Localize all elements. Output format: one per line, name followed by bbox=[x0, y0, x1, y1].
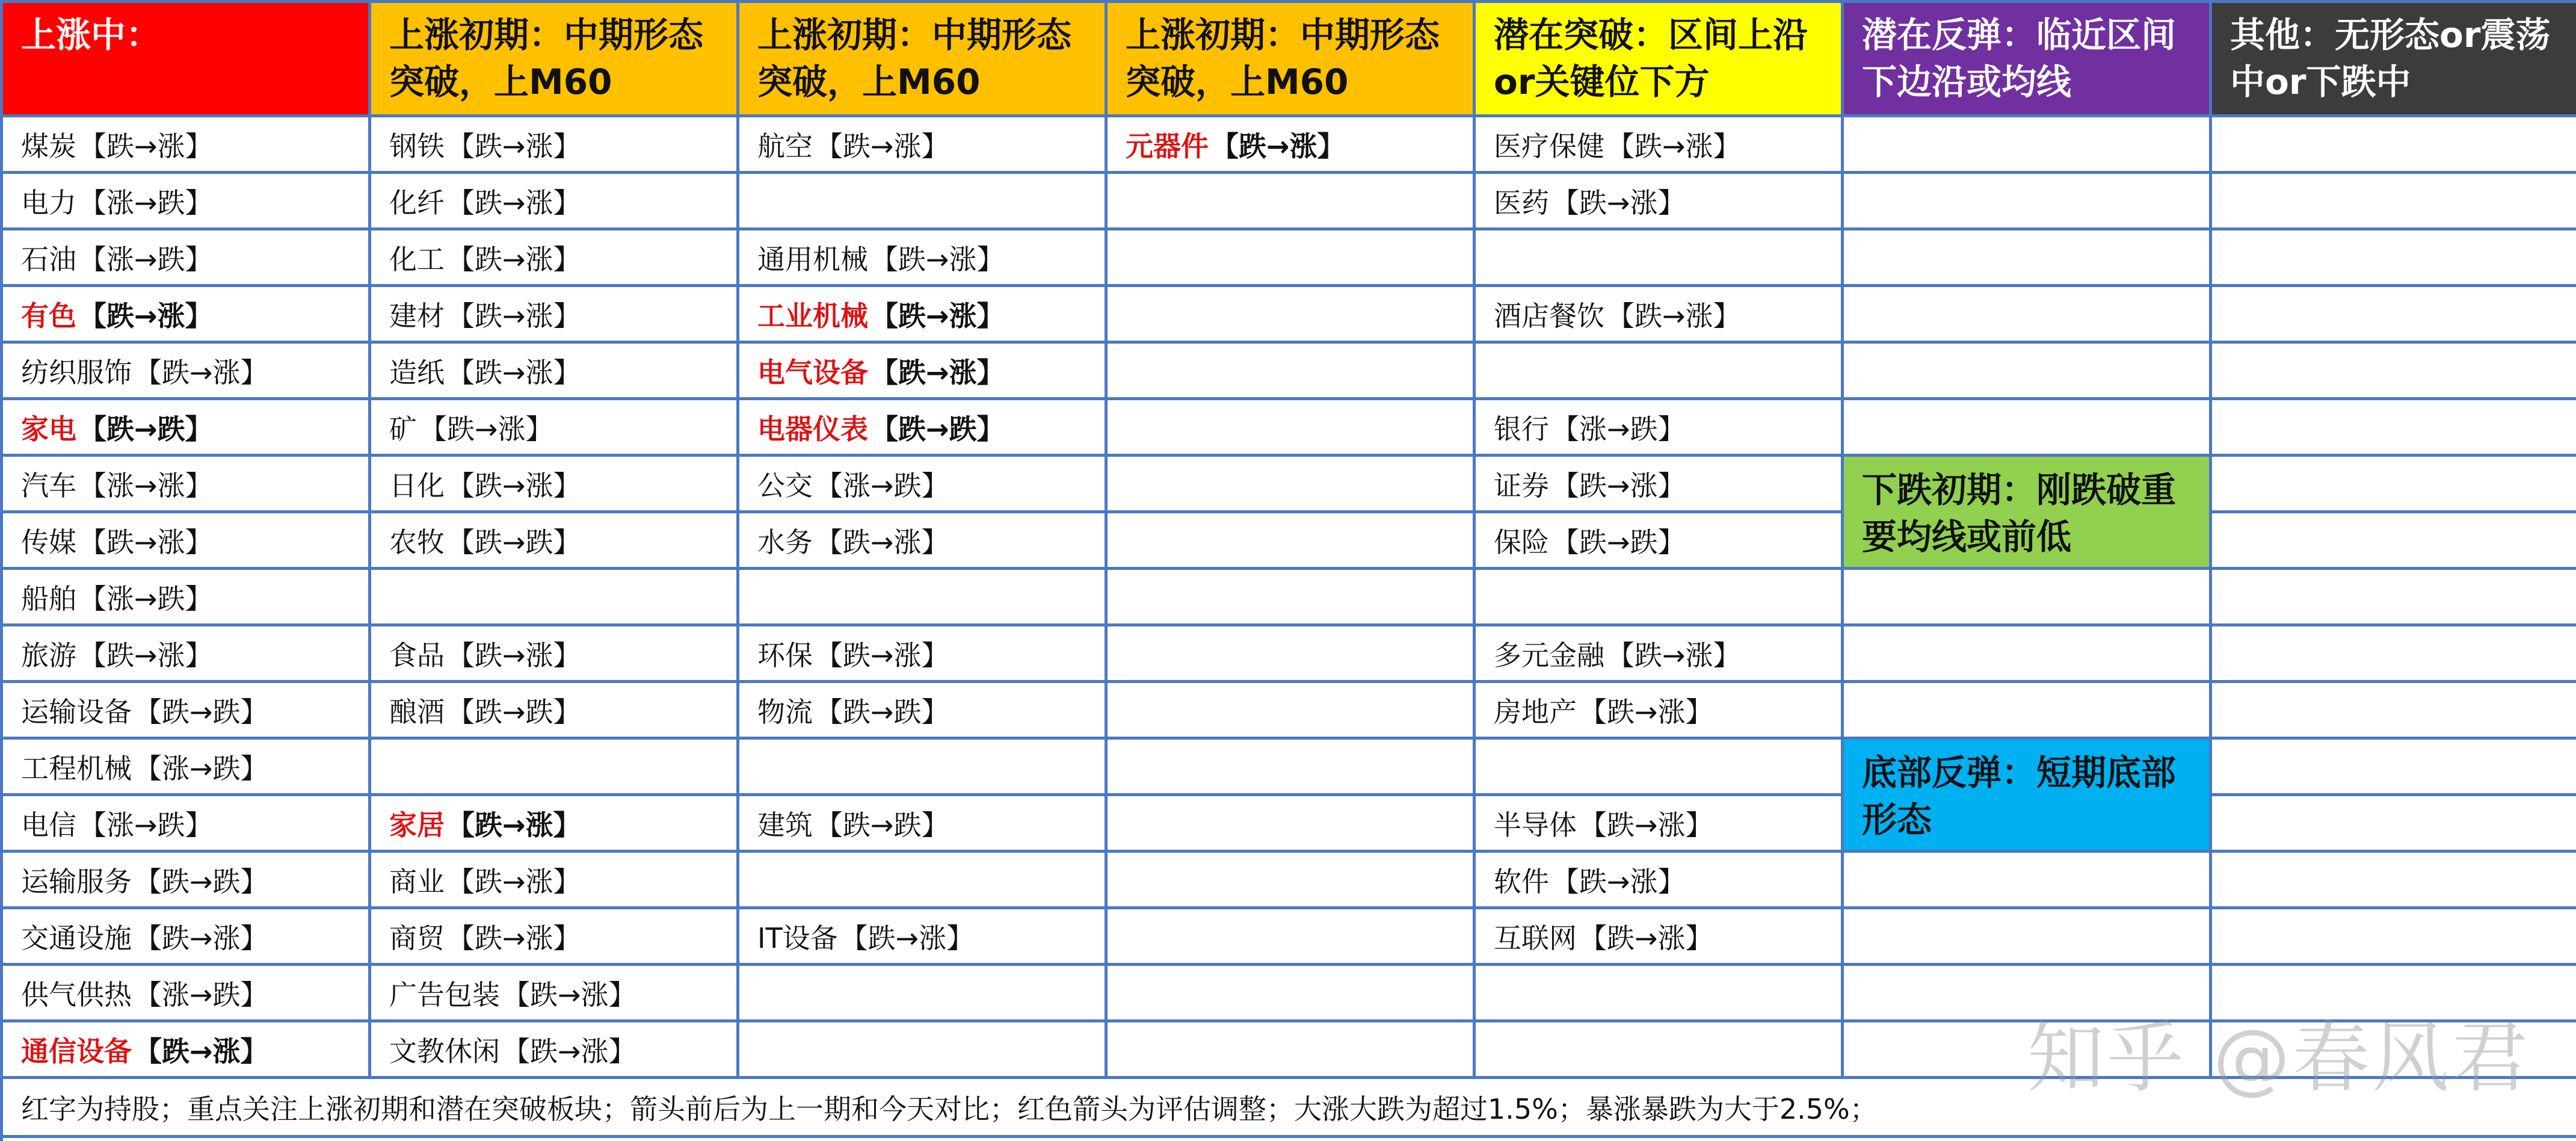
sector-cell bbox=[1476, 513, 1844, 570]
trend-arrow: 【跌→涨】 bbox=[447, 243, 581, 276]
sector-cell bbox=[1476, 287, 1844, 344]
empty-cell bbox=[2212, 1022, 2576, 1079]
sector-name: 日化 bbox=[389, 469, 445, 502]
trend-arrow: 【跌→跌】 bbox=[815, 808, 949, 841]
header-potential-breakout: 潜在突破：区间上沿or关键位下方 bbox=[1476, 3, 1844, 117]
sector-cell bbox=[371, 117, 739, 174]
trend-arrow: 【跌→涨】 bbox=[134, 921, 268, 954]
trend-arrow: 【涨→涨】 bbox=[79, 469, 213, 502]
sector-name: 证券 bbox=[1494, 469, 1549, 502]
trend-arrow: 【跌→涨】 bbox=[1579, 695, 1713, 728]
footer-note: 红字为持股；重点关注上涨初期和潜在突破板块；箭头前后为上一期和今天对比；红色箭头为评估调整；大涨大跌为超过1.5%；暴涨暴跌为大于2.5%； bbox=[3, 1079, 2576, 1138]
trend-arrow: 【跌→涨】 bbox=[134, 1034, 268, 1068]
sector-cell bbox=[371, 853, 739, 909]
header-early-rise-3: 上涨初期：中期形态突破，上M60 bbox=[1108, 3, 1476, 117]
empty-cell bbox=[1108, 457, 1476, 513]
sector-name: 食品 bbox=[389, 639, 445, 672]
note-bottom-rebound: 底部反弹：短期底部形态 bbox=[1844, 740, 2212, 853]
empty-cell bbox=[1844, 230, 2212, 287]
sector-name: 电信 bbox=[21, 808, 76, 841]
empty-cell bbox=[1108, 909, 1476, 966]
empty-cell bbox=[1108, 853, 1476, 909]
sector-name: 矿 bbox=[389, 412, 417, 445]
sector-cell bbox=[1476, 626, 1844, 683]
sector-cell bbox=[739, 400, 1108, 457]
sector-cell bbox=[371, 287, 739, 344]
sector-cell bbox=[371, 683, 739, 740]
sector-cell bbox=[371, 966, 739, 1022]
sector-cell bbox=[371, 230, 739, 287]
trend-arrow: 【涨→跌】 bbox=[134, 978, 268, 1011]
sector-name: 文教休闲 bbox=[389, 1034, 500, 1068]
trend-arrow: 【跌→涨】 bbox=[1607, 639, 1741, 672]
sector-cell bbox=[3, 344, 371, 400]
empty-cell bbox=[1108, 400, 1476, 457]
sector-name: 化工 bbox=[389, 243, 445, 276]
trend-arrow: 【跌→涨】 bbox=[79, 525, 213, 558]
sector-cell bbox=[371, 513, 739, 570]
sector-cell bbox=[3, 287, 371, 344]
sector-name: 供气供热 bbox=[21, 978, 132, 1011]
sector-name: 电器仪表 bbox=[757, 412, 868, 445]
empty-cell bbox=[2212, 174, 2576, 230]
sector-cell bbox=[739, 513, 1108, 570]
empty-cell bbox=[739, 174, 1108, 230]
sector-name: 建材 bbox=[389, 299, 445, 332]
sector-cell bbox=[3, 909, 371, 966]
sector-cell bbox=[3, 966, 371, 1022]
sector-cell bbox=[739, 117, 1108, 174]
trend-arrow: 【跌→涨】 bbox=[447, 356, 581, 389]
sector-name: 医药 bbox=[1494, 186, 1549, 219]
trend-arrow: 【跌→涨】 bbox=[502, 978, 636, 1011]
empty-cell bbox=[739, 740, 1108, 796]
sector-name: 运输服务 bbox=[21, 865, 132, 898]
sector-name: 医疗保健 bbox=[1494, 129, 1604, 162]
sector-cell bbox=[371, 796, 739, 853]
empty-cell bbox=[2212, 853, 2576, 909]
sector-cell bbox=[739, 457, 1108, 513]
sector-name: 软件 bbox=[1494, 865, 1549, 898]
empty-cell bbox=[1844, 966, 2212, 1022]
sector-name: 电力 bbox=[21, 186, 76, 219]
sector-name: 石油 bbox=[21, 243, 76, 276]
trend-arrow: 【跌→涨】 bbox=[447, 808, 581, 841]
sector-cell bbox=[371, 457, 739, 513]
empty-cell bbox=[1844, 117, 2212, 174]
empty-cell bbox=[1108, 626, 1476, 683]
trend-arrow: 【跌→涨】 bbox=[1607, 129, 1741, 162]
sector-name: 保险 bbox=[1494, 525, 1549, 558]
empty-cell bbox=[2212, 909, 2576, 966]
trend-arrow: 【跌→涨】 bbox=[502, 1034, 636, 1068]
trend-arrow: 【跌→跌】 bbox=[447, 525, 581, 558]
sector-name: 旅游 bbox=[21, 639, 76, 672]
sector-name: 通信设备 bbox=[21, 1034, 132, 1068]
empty-cell bbox=[1844, 853, 2212, 909]
trend-arrow: 【跌→涨】 bbox=[1551, 469, 1686, 502]
sector-cell bbox=[371, 909, 739, 966]
sector-name: 钢铁 bbox=[389, 129, 445, 162]
sector-name: 工业机械 bbox=[757, 299, 868, 332]
trend-arrow: 【涨→跌】 bbox=[134, 752, 268, 785]
empty-cell bbox=[739, 966, 1108, 1022]
sector-cell bbox=[739, 683, 1108, 740]
empty-cell bbox=[1108, 174, 1476, 230]
trend-arrow: 【跌→跌】 bbox=[870, 412, 1005, 445]
sector-cell bbox=[1476, 853, 1844, 909]
sector-name: 广告包装 bbox=[389, 978, 500, 1011]
sector-cell bbox=[371, 174, 739, 230]
trend-arrow: 【涨→跌】 bbox=[79, 808, 213, 841]
empty-cell bbox=[1844, 626, 2212, 683]
sector-cell bbox=[3, 570, 371, 626]
empty-cell bbox=[2212, 740, 2576, 796]
sector-name: 酿酒 bbox=[389, 695, 445, 728]
sector-name: 元器件 bbox=[1126, 129, 1209, 162]
trend-arrow: 【跌→涨】 bbox=[870, 299, 1005, 332]
header-other: 其他：无形态or震荡中or下跌中 bbox=[2212, 3, 2576, 117]
header-potential-rebound: 潜在反弹：临近区间下边沿或均线 bbox=[1844, 3, 2212, 117]
sector-cell bbox=[3, 626, 371, 683]
sector-cell bbox=[3, 853, 371, 909]
trend-arrow: 【跌→涨】 bbox=[447, 639, 581, 672]
empty-cell bbox=[1108, 344, 1476, 400]
empty-cell bbox=[1108, 683, 1476, 740]
sector-name: 工程机械 bbox=[21, 752, 132, 785]
sector-name: IT设备 bbox=[757, 921, 838, 954]
sector-name: 农牧 bbox=[389, 525, 445, 558]
sector-cell bbox=[3, 230, 371, 287]
empty-cell bbox=[2212, 966, 2576, 1022]
trend-arrow: 【跌→涨】 bbox=[447, 129, 581, 162]
empty-cell bbox=[1844, 174, 2212, 230]
trend-arrow: 【涨→跌】 bbox=[79, 243, 213, 276]
sector-cell bbox=[739, 230, 1108, 287]
trend-arrow: 【跌→涨】 bbox=[1607, 299, 1741, 332]
sector-name: 汽车 bbox=[21, 469, 76, 502]
empty-cell bbox=[1476, 966, 1844, 1022]
sector-cell bbox=[1476, 796, 1844, 853]
sector-name: 运输设备 bbox=[21, 695, 132, 728]
sector-name: 物流 bbox=[757, 695, 813, 728]
empty-cell bbox=[1476, 344, 1844, 400]
empty-cell bbox=[1844, 287, 2212, 344]
trend-arrow: 【涨→跌】 bbox=[1551, 412, 1686, 445]
empty-cell bbox=[1844, 1022, 2212, 1079]
sector-name: 交通设施 bbox=[21, 921, 132, 954]
sector-name: 航空 bbox=[757, 129, 813, 162]
trend-arrow: 【跌→涨】 bbox=[79, 299, 213, 332]
trend-arrow: 【跌→涨】 bbox=[1211, 129, 1345, 162]
empty-cell bbox=[2212, 683, 2576, 740]
note-falling-early: 下跌初期：刚跌破重要均线或前低 bbox=[1844, 457, 2212, 570]
trend-arrow: 【跌→涨】 bbox=[1551, 186, 1686, 219]
header-early-rise-2: 上涨初期：中期形态突破，上M60 bbox=[739, 3, 1108, 117]
sector-name: 酒店餐饮 bbox=[1494, 299, 1604, 332]
sector-cell bbox=[3, 174, 371, 230]
sector-cell bbox=[3, 457, 371, 513]
sector-cell bbox=[371, 400, 739, 457]
empty-cell bbox=[2212, 117, 2576, 174]
trend-arrow: 【跌→跌】 bbox=[1551, 525, 1686, 558]
sector-name: 煤炭 bbox=[21, 129, 76, 162]
sector-name: 通用机械 bbox=[757, 243, 868, 276]
sector-name: 家电 bbox=[21, 412, 76, 445]
empty-cell bbox=[739, 853, 1108, 909]
empty-cell bbox=[371, 570, 739, 626]
trend-arrow: 【跌→涨】 bbox=[447, 921, 581, 954]
sector-cell bbox=[1108, 117, 1476, 174]
trend-arrow: 【跌→涨】 bbox=[870, 356, 1005, 389]
sector-cell bbox=[1476, 909, 1844, 966]
sector-cell bbox=[3, 513, 371, 570]
empty-cell bbox=[1108, 966, 1476, 1022]
empty-cell bbox=[1108, 513, 1476, 570]
empty-cell bbox=[1844, 344, 2212, 400]
sector-cell bbox=[1476, 174, 1844, 230]
empty-cell bbox=[2212, 513, 2576, 570]
trend-arrow: 【跌→跌】 bbox=[815, 695, 949, 728]
sector-name: 半导体 bbox=[1494, 808, 1577, 841]
empty-cell bbox=[1108, 570, 1476, 626]
trend-arrow: 【跌→涨】 bbox=[815, 129, 949, 162]
empty-cell bbox=[1108, 1022, 1476, 1079]
trend-arrow: 【跌→涨】 bbox=[840, 921, 975, 954]
empty-cell bbox=[1476, 740, 1844, 796]
sector-name: 商贸 bbox=[389, 921, 445, 954]
sector-cell bbox=[739, 287, 1108, 344]
trend-arrow: 【跌→涨】 bbox=[447, 299, 581, 332]
empty-cell bbox=[2212, 287, 2576, 344]
sector-name: 多元金融 bbox=[1494, 639, 1604, 672]
empty-cell bbox=[1108, 230, 1476, 287]
sector-cell bbox=[3, 1022, 371, 1079]
trend-arrow: 【跌→跌】 bbox=[79, 412, 213, 445]
empty-cell bbox=[2212, 796, 2576, 853]
trend-arrow: 【涨→跌】 bbox=[815, 469, 949, 502]
trend-arrow: 【跌→涨】 bbox=[870, 243, 1005, 276]
sector-cell bbox=[3, 796, 371, 853]
empty-cell bbox=[1476, 1022, 1844, 1079]
trend-arrow: 【跌→涨】 bbox=[79, 129, 213, 162]
sector-cell bbox=[739, 626, 1108, 683]
sector-cell bbox=[3, 740, 371, 796]
trend-arrow: 【跌→涨】 bbox=[447, 469, 581, 502]
trend-arrow: 【跌→跌】 bbox=[134, 695, 268, 728]
empty-cell bbox=[2212, 570, 2576, 626]
sector-name: 电气设备 bbox=[757, 356, 868, 389]
empty-cell bbox=[1844, 400, 2212, 457]
sector-name: 家居 bbox=[389, 808, 445, 841]
trend-arrow: 【跌→涨】 bbox=[134, 356, 268, 389]
trend-arrow: 【涨→跌】 bbox=[79, 186, 213, 219]
empty-cell bbox=[2212, 230, 2576, 287]
empty-cell bbox=[2212, 626, 2576, 683]
sector-name: 互联网 bbox=[1494, 921, 1577, 954]
header-early-rise-1: 上涨初期：中期形态突破，上M60 bbox=[371, 3, 739, 117]
sector-name: 纺织服饰 bbox=[21, 356, 132, 389]
sector-cell bbox=[371, 344, 739, 400]
sector-cell bbox=[1476, 117, 1844, 174]
empty-cell bbox=[1108, 796, 1476, 853]
sector-name: 建筑 bbox=[757, 808, 813, 841]
sector-name: 水务 bbox=[757, 525, 813, 558]
trend-arrow: 【跌→跌】 bbox=[134, 865, 268, 898]
trend-arrow: 【跌→涨】 bbox=[815, 525, 949, 558]
trend-arrow: 【跌→涨】 bbox=[447, 865, 581, 898]
trend-arrow: 【跌→涨】 bbox=[447, 186, 581, 219]
sector-cell bbox=[371, 1022, 739, 1079]
empty-cell bbox=[2212, 400, 2576, 457]
sector-cell bbox=[739, 909, 1108, 966]
sector-cell bbox=[1476, 683, 1844, 740]
sector-name: 房地产 bbox=[1494, 695, 1577, 728]
sector-cell bbox=[739, 796, 1108, 853]
sector-cell bbox=[739, 344, 1108, 400]
sector-name: 船舶 bbox=[21, 582, 76, 615]
sector-name: 有色 bbox=[21, 299, 76, 332]
empty-cell bbox=[1108, 740, 1476, 796]
empty-cell bbox=[1844, 683, 2212, 740]
empty-cell bbox=[1108, 287, 1476, 344]
trend-arrow: 【跌→涨】 bbox=[1551, 865, 1686, 898]
trend-arrow: 【跌→涨】 bbox=[815, 639, 949, 672]
sector-cell bbox=[3, 400, 371, 457]
empty-cell bbox=[739, 570, 1108, 626]
sector-cell bbox=[1476, 457, 1844, 513]
sector-name: 造纸 bbox=[389, 356, 445, 389]
sector-name: 传媒 bbox=[21, 525, 76, 558]
empty-cell bbox=[2212, 457, 2576, 513]
sector-cell bbox=[1476, 400, 1844, 457]
sector-cell bbox=[3, 683, 371, 740]
sector-name: 公交 bbox=[757, 469, 813, 502]
sector-cell bbox=[3, 117, 371, 174]
empty-cell bbox=[371, 740, 739, 796]
sector-name: 环保 bbox=[757, 639, 813, 672]
sector-name: 商业 bbox=[389, 865, 445, 898]
empty-cell bbox=[1476, 570, 1844, 626]
sector-name: 银行 bbox=[1494, 412, 1549, 445]
trend-arrow: 【跌→涨】 bbox=[419, 412, 553, 445]
trend-arrow: 【跌→涨】 bbox=[79, 639, 213, 672]
sector-name: 化纤 bbox=[389, 186, 445, 219]
trend-arrow: 【涨→跌】 bbox=[79, 582, 213, 615]
empty-cell bbox=[2212, 344, 2576, 400]
trend-arrow: 【跌→涨】 bbox=[1579, 921, 1713, 954]
header-rising: 上涨中： bbox=[3, 3, 371, 117]
empty-cell bbox=[1476, 230, 1844, 287]
trend-arrow: 【跌→跌】 bbox=[447, 695, 581, 728]
sector-cell bbox=[371, 626, 739, 683]
empty-cell bbox=[739, 1022, 1108, 1079]
trend-arrow: 【跌→涨】 bbox=[1579, 808, 1713, 841]
empty-cell bbox=[1844, 570, 2212, 626]
empty-cell bbox=[1844, 909, 2212, 966]
watermark-zhihu: 知乎 @春风君 bbox=[2027, 1013, 2531, 1103]
